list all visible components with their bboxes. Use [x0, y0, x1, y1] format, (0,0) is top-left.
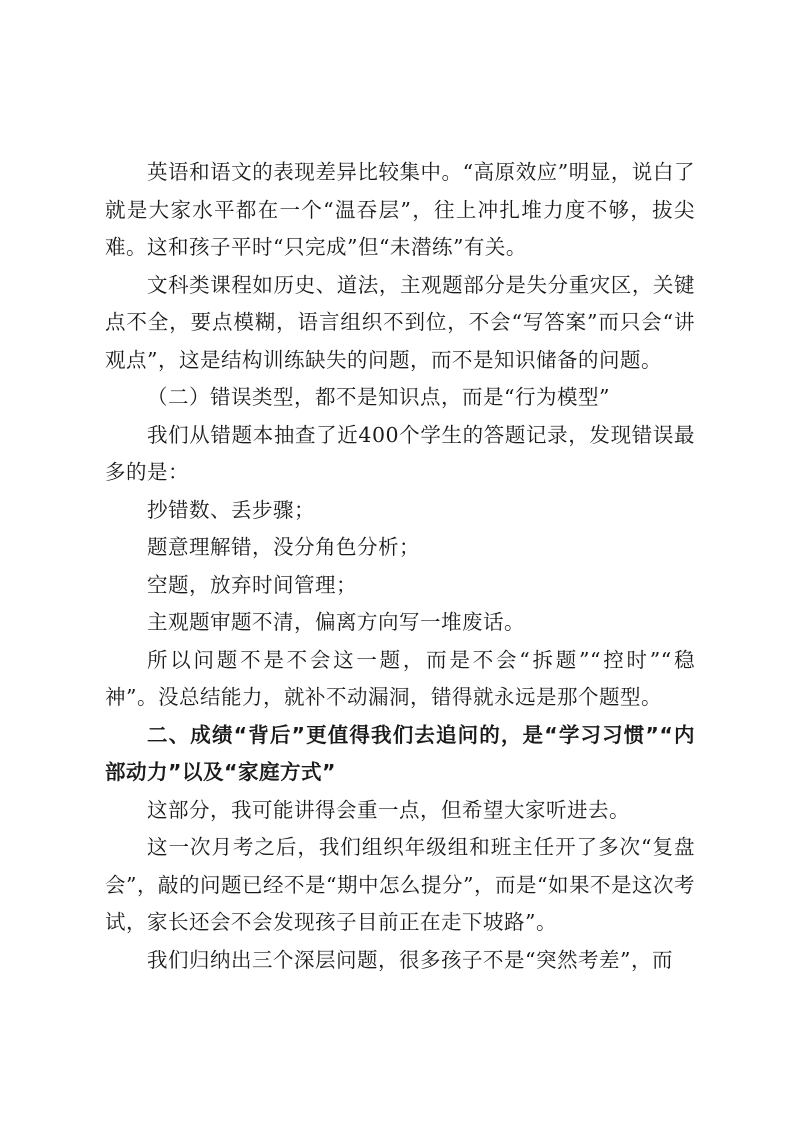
paragraph-language-english-performance: 英语和语文的表现差异比较集中。“高原效应”明显，说白了就是大家水平都在一个“温吞层”，往上冲扎堆力度不够，拔尖难。这和孩子平时“只完成”但“未潜练”有关。: [105, 160, 695, 259]
paragraph-liberal-arts-subjective: 文科类课程如历史、道法，主观题部分是失分重灾区，关键点不全，要点模糊，语言组织不到位，不会“写答案”而只会“讲观点”，这是结构训练缺失的问题，而不是知识储备的问题。: [105, 272, 695, 372]
document-body: [105, 154, 695, 979]
paragraph-speaking-emphasis: 这部分，我可能讲得会重一点，但希望大家听进去。: [147, 797, 631, 822]
list-item-misunderstanding: 题意理解错，没分角色分析；: [147, 535, 421, 559]
list-item-copy-errors: 抄错数、丢步骤；: [147, 497, 316, 522]
paragraph-problem-conclusion: 所以问题不是不会这一题，而是不会“拆题”“控时”“稳神”。没总结能力，就补不动漏洞，错得就永远是那个题型。: [105, 647, 695, 709]
paragraph-error-records: 我们从错题本抽查了近400个学生的答题记录，发现错误最多的是：: [105, 422, 695, 484]
subheading-error-types: （二）错误类型，都不是知识点，而是“行为模型”: [147, 385, 610, 409]
list-item-subjective-unclear: 主观题审题不清，偏离方向写一堆废话。: [147, 610, 526, 634]
paragraph-three-problems: 我们归纳出三个深层问题，很多孩子不是“突然考差”，而: [147, 947, 673, 972]
section-heading-two: 二、成绩“背后”更值得我们去追问的，是“学习习惯”“内部动力”以及“家庭方式”: [105, 722, 695, 784]
paragraph-review-meetings: 这一次月考之后，我们组织年级组和班主任开了多次“复盘会”，敲的问题已经不是“期中怎么提分”，而是“如果不是这次考试，家长还会不会发现孩子目前正在走下坡路”。: [105, 835, 695, 934]
list-item-blank-questions: 空题，放弃时间管理；: [147, 572, 358, 597]
